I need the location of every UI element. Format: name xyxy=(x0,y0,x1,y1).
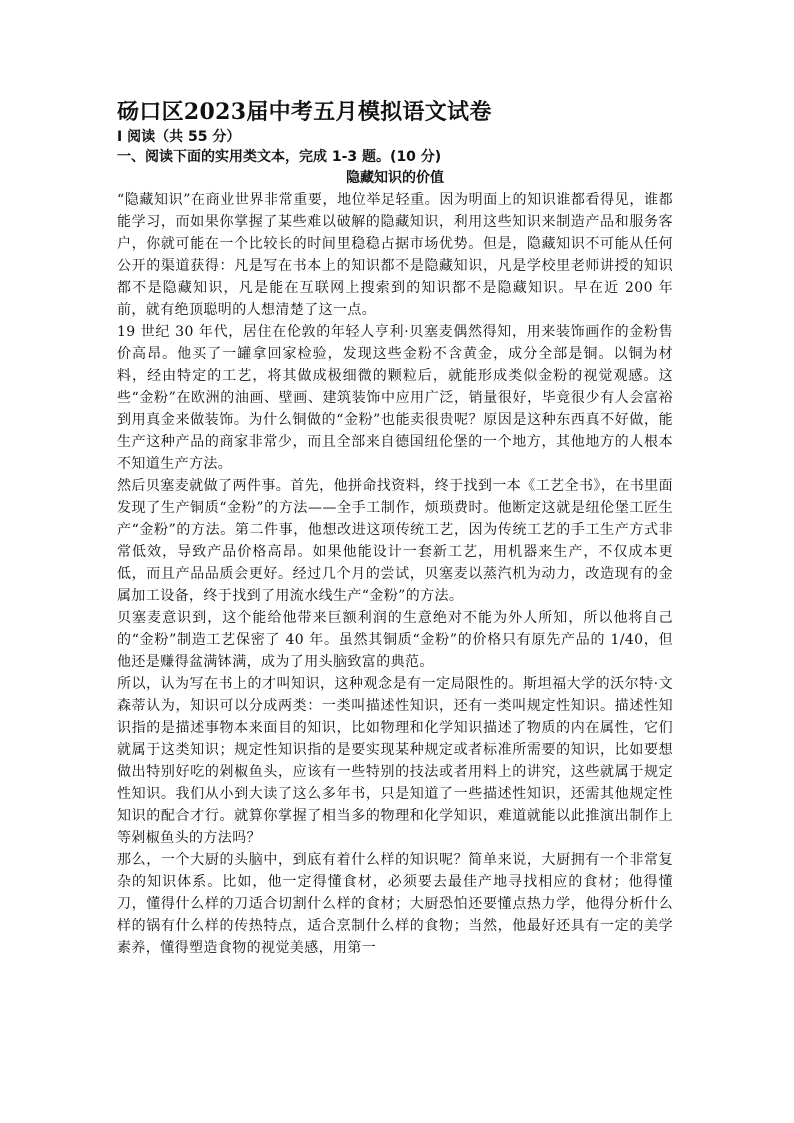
paragraph: 然后贝塞麦就做了两件事。首先，他拼命找资料，终于找到一本《工艺全书》，在书里面发现了生产铜质“金粉”的方法——全手工制作，烦琐费时。他断定这就是纽伦堡工匠生产“金粉”的方法。第二件事，他想改进这项传统工艺，因为传统工艺的手工生产方式非常低效，导致产品价格高昂。如果他能设计一套新工艺，用机器来生产，不仅成本更低，而且产品品质会更好。经过几个月的尝试，贝塞麦以蒸汽机为动力，改造现有的金属加工设备，终于找到了用流水线生产“金粉”的方法。 xyxy=(117,478,673,604)
question-heading: 一、阅读下面的实用类文本，完成 1-3 题。(10 分) xyxy=(117,149,442,165)
paragraph: 贝塞麦意识到，这个能给他带来巨额利润的生意绝对不能为外人所知，所以他将自己的“金粉”制造工艺保密了 40 年。虽然其铜质“金粉”的价格只有原先产品的 1/40，但他还是赚得盆满钵满，成为了用头脑致富的典范。 xyxy=(117,610,673,670)
paragraph: 所以，认为写在书上的才叫知识，这种观念是有一定局限性的。斯坦福大学的沃尔特·文森蒂认为，知识可以分成两类：一类叫描述性知识，还有一类叫规定性知识。描述性知识指的是描述事物本来面目的知识，比如物理和化学知识描述了物质的内在属性，它们就属于这类知识；规定性知识指的是要实现某种规定或者标准所需要的知识，比如要想做出特别好吃的剁椒鱼头，应该有一些特别的技法或者用料上的讲究，这些就属于规定性知识。我们从小到大读了这么多年书，只是知道了一些描述性知识，还需其他规定性知识的配合才行。就算你掌握了相当多的物理和化学知识，难道就能以此推演出制作上等剁椒鱼头的方法吗？ xyxy=(117,676,673,846)
section-heading: Ⅰ 阅读（共 55 分） xyxy=(117,129,241,145)
exam-title: 砀口区2023届中考五月模拟语文试卷 xyxy=(117,99,492,125)
paragraph: 19 世纪 30 年代，居住在伦敦的年轻人亨利·贝塞麦偶然得知，用来装饰画作的金粉售价高昂。他买了一罐拿回家检验，发现这些金粉不含黄金，成分全部是铜。以铜为材料，经由特定的工艺，将其做成极细微的颗粒后，就能形成类似金粉的视觉观感。这些“金粉”在欧洲的油画、壁画、建筑装饰中应用广泛，销量很好，毕竟很少有人会富裕到用真金来做装饰。为什么铜做的“金粉”也能卖很贵呢？原因是这种东西真不好做，能生产这种产品的商家非常少，而且全部来自德国纽伦堡的一个地方，其他地方的人根本不知道生产方法。 xyxy=(117,324,673,472)
paragraph: 那么，一个大厨的头脑中，到底有着什么样的知识呢？简单来说，大厨拥有一个非常复杂的知识体系。比如，他一定得懂食材，必须要去最佳产地寻找相应的食材；他得懂刀，懂得什么样的刀适合切割什么样的食材；大厨恐怕还要懂点热力学，他得分析什么样的锅有什么样的传热特点，适合烹制什么样的食物；当然，他最好还具有一定的美学素养，懂得塑造食物的视觉美感，用第一 xyxy=(117,852,673,956)
paragraph: “隐藏知识”在商业世界非常重要，地位举足轻重。因为明面上的知识谁都看得见，谁都能学习，而如果你掌握了某些难以破解的隐藏知识，利用这些知识来制造产品和服务客户，你就可能在一个比较长的时间里稳稳占据市场优势。但是，隐藏知识不可能从任何公开的渠道获得：凡是写在书本上的知识都不是隐藏知识，凡是学校里老师讲授的知识都不是隐藏知识，凡是能在互联网上搜索到的知识都不是隐藏知识。早在近 200 年前，就有绝顶聪明的人想清楚了这一点。 xyxy=(117,192,673,318)
article-body xyxy=(117,189,673,959)
exam-page xyxy=(117,97,673,959)
article-title: 隐藏知识的价值 xyxy=(346,170,444,186)
